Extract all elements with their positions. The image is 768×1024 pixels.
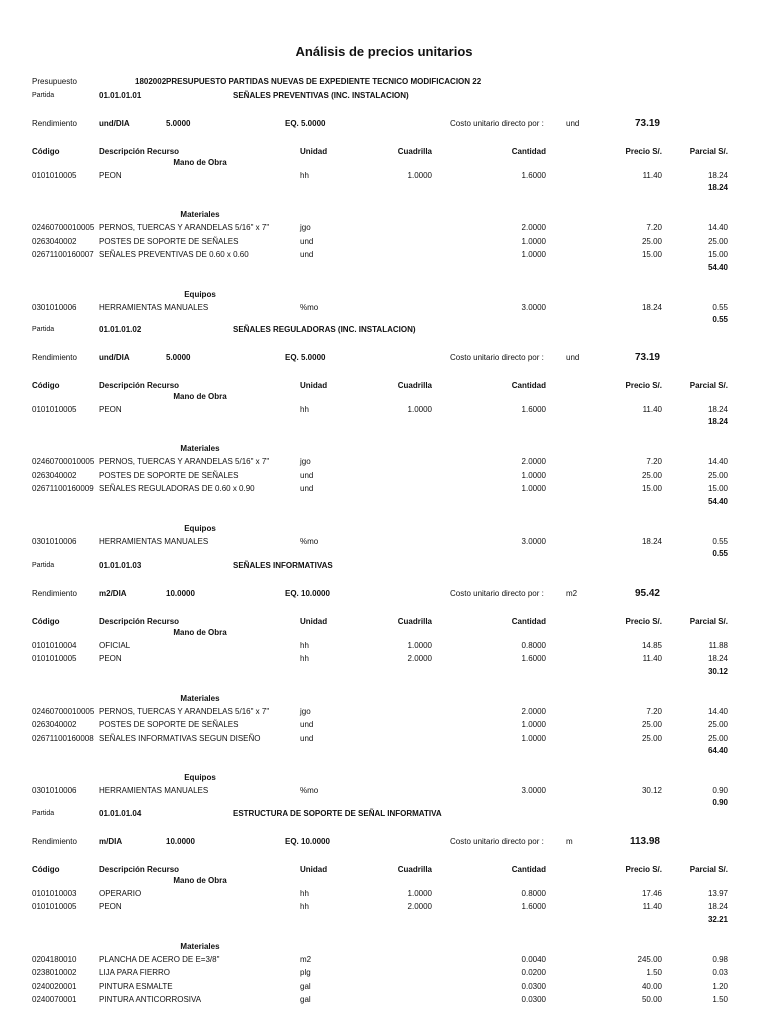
- item-code: 0204180010: [32, 954, 77, 964]
- item-code: 02671100160009: [32, 484, 94, 494]
- costo-label: Costo unitario directo por :: [450, 353, 544, 362]
- header-unidad: Unidad: [300, 381, 328, 390]
- group-title: [0, 523, 768, 535]
- item-description: LIJA PARA FIERRO: [99, 968, 170, 978]
- item-description: SEÑALES PREVENTIVAS DE 0.60 x 0.60: [99, 250, 249, 260]
- table-row: [0, 302, 768, 314]
- item-parcial: 1.50: [712, 995, 728, 1004]
- costo-unit: und: [566, 353, 580, 362]
- item-cuadrilla: 1.0000: [407, 889, 432, 898]
- page-title: Análisis de precios unitarios: [295, 44, 473, 59]
- rendimiento-row: [0, 588, 768, 600]
- group-title: [0, 157, 768, 169]
- item-parcial: 15.00: [707, 484, 728, 494]
- group-subtotal: [0, 262, 768, 274]
- item-precio: 30.12: [641, 786, 662, 795]
- header-cantidad: Cantidad: [511, 381, 546, 390]
- partida-code: 01.01.01.03: [99, 561, 142, 570]
- item-unit: %mo: [300, 302, 319, 312]
- costo-value: 73.19: [634, 352, 660, 363]
- item-precio: 7.20: [646, 223, 662, 233]
- item-code: 0101010005: [32, 654, 77, 664]
- item-parcial: 14.40: [707, 457, 728, 467]
- item-description: PERNOS, TUERCAS Y ARANDELAS 5/16" x 7": [99, 706, 270, 716]
- group-subtotal: [0, 548, 768, 560]
- item-cantidad: 1.0000: [521, 484, 546, 494]
- table-row: [0, 222, 768, 234]
- rendimiento-label: Rendimiento: [32, 353, 77, 362]
- table-row: [0, 981, 768, 993]
- item-description: PINTURA ESMALTE: [99, 981, 173, 991]
- item-unit: jgo: [300, 706, 311, 716]
- item-precio: 25.00: [641, 236, 662, 246]
- item-code: 02460700010005: [32, 706, 95, 716]
- item-description: PLANCHA DE ACERO DE E=3/8": [99, 954, 220, 964]
- equipment-value: EQ. 10.0000: [285, 589, 330, 598]
- group-title: [0, 391, 768, 403]
- item-description: PERNOS, TUERCAS Y ARANDELAS 5/16" x 7": [99, 223, 270, 233]
- item-precio: 50.00: [641, 995, 662, 1004]
- group-subtotal: [0, 496, 768, 508]
- item-cuadrilla: 1.0000: [407, 641, 432, 650]
- rendimiento-row: [0, 352, 768, 364]
- item-cantidad: 1.0000: [521, 236, 546, 246]
- group-title-text: Equipos: [184, 773, 216, 782]
- table-row: [0, 470, 768, 482]
- item-cantidad: 3.0000: [521, 786, 546, 795]
- rendimiento-row: [0, 118, 768, 130]
- item-parcial: 13.97: [707, 889, 728, 898]
- item-unit: jgo: [300, 457, 311, 467]
- rendimiento-value: 10.0000: [166, 589, 195, 598]
- presupuesto-code: 1802002: [135, 77, 167, 86]
- header-precio: Precio S/.: [625, 865, 662, 874]
- group-title: [0, 772, 768, 784]
- item-unit: gal: [300, 995, 311, 1004]
- item-cantidad: 1.6000: [521, 171, 546, 180]
- item-parcial: 0.98: [712, 954, 728, 964]
- item-cantidad: 3.0000: [521, 536, 546, 546]
- item-description: HERRAMIENTAS MANUALES: [99, 536, 209, 546]
- header-cantidad: Cantidad: [511, 147, 546, 156]
- item-precio: 18.24: [641, 302, 662, 312]
- item-unit: und: [300, 484, 314, 494]
- partida-name: SEÑALES PREVENTIVAS (INC. INSTALACION): [233, 91, 409, 100]
- item-precio: 11.40: [642, 171, 662, 180]
- group-subtotal: [0, 666, 768, 678]
- item-description: PEON: [99, 171, 122, 180]
- item-parcial: 15.00: [707, 250, 728, 260]
- subtotal-value: 0.90: [712, 798, 728, 808]
- header-parcial: Parcial S/.: [689, 381, 728, 390]
- table-row: [0, 901, 768, 913]
- item-parcial: 14.40: [707, 706, 728, 716]
- partida-label: Partida: [32, 562, 55, 569]
- header-unidad: Unidad: [300, 865, 328, 874]
- item-code: 0301010006: [32, 302, 77, 312]
- header-cuadrilla: Cuadrilla: [397, 865, 432, 874]
- table-row: [0, 170, 768, 182]
- item-code: 0101010003: [32, 889, 77, 898]
- item-precio: 25.00: [641, 720, 662, 730]
- item-description: OPERARIO: [99, 889, 142, 898]
- subtotal-value: 30.12: [707, 666, 728, 676]
- item-parcial: 25.00: [707, 470, 728, 480]
- table-row: [0, 483, 768, 495]
- item-code: 0101010005: [32, 405, 77, 414]
- partida-label: Partida: [32, 810, 55, 817]
- group-title-text: Materiales: [180, 210, 220, 220]
- item-cuadrilla: 1.0000: [407, 171, 432, 180]
- item-description: PERNOS, TUERCAS Y ARANDELAS 5/16" x 7": [99, 457, 270, 467]
- rendimiento-unit: und/DIA: [99, 119, 130, 128]
- rendimiento-unit: m/DIA: [99, 837, 123, 846]
- item-parcial: 18.24: [707, 902, 728, 912]
- header-descripcion: Descripción Recurso: [99, 381, 180, 390]
- item-description: POSTES DE SOPORTE DE SEÑALES: [99, 236, 239, 246]
- item-cantidad: 0.0200: [521, 968, 546, 978]
- item-cuadrilla: 1.0000: [407, 405, 432, 414]
- item-cantidad: 1.6000: [521, 405, 546, 414]
- item-description: POSTES DE SOPORTE DE SEÑALES: [99, 720, 239, 730]
- item-unit: plg: [300, 968, 311, 978]
- group-subtotal: [0, 416, 768, 428]
- header-cuadrilla: Cuadrilla: [397, 381, 432, 390]
- item-cantidad: 2.0000: [521, 457, 546, 467]
- item-code: 0301010006: [32, 536, 77, 546]
- group-title-text: Materiales: [180, 444, 220, 454]
- item-unit: und: [300, 720, 314, 730]
- item-parcial: 1.20: [712, 981, 728, 991]
- partida-header: [0, 808, 768, 820]
- item-description: PEON: [99, 405, 122, 414]
- item-unit: und: [300, 236, 314, 246]
- item-code: 02671100160007: [32, 250, 94, 260]
- partida-name: SEÑALES INFORMATIVAS: [233, 561, 333, 570]
- item-cantidad: 1.0000: [521, 470, 546, 480]
- item-code: 0240070001: [32, 995, 77, 1004]
- group-subtotal: [0, 745, 768, 757]
- item-cantidad: 3.0000: [521, 302, 546, 312]
- item-precio: 18.24: [641, 536, 662, 546]
- header-descripcion: Descripción Recurso: [99, 147, 180, 156]
- item-precio: 7.20: [646, 706, 662, 716]
- item-parcial: 14.40: [707, 223, 728, 233]
- item-cantidad: 1.0000: [521, 250, 546, 260]
- item-cuadrilla: 2.0000: [407, 654, 432, 664]
- item-unit: hh: [300, 641, 309, 650]
- item-unit: hh: [300, 405, 309, 414]
- item-description: PINTURA ANTICORROSIVA: [99, 995, 202, 1004]
- rendimiento-row: [0, 836, 768, 848]
- partida-label: Partida: [32, 326, 55, 333]
- subtotal-value: 32.21: [707, 914, 728, 924]
- group-title: [0, 209, 768, 221]
- group-title-text: Equipos: [184, 523, 216, 533]
- item-code: 0101010004: [32, 641, 77, 650]
- header-unidad: Unidad: [300, 617, 328, 626]
- table-row: [0, 640, 768, 652]
- group-title: [0, 627, 768, 639]
- item-parcial: 25.00: [707, 720, 728, 730]
- costo-value: 73.19: [634, 118, 660, 129]
- item-cantidad: 2.0000: [521, 706, 546, 716]
- rendimiento-label: Rendimiento: [32, 589, 77, 598]
- item-unit: hh: [300, 902, 309, 912]
- item-unit: m2: [300, 954, 312, 964]
- partida-code: 01.01.01.01: [99, 91, 142, 100]
- item-cantidad: 1.6000: [521, 654, 546, 664]
- item-parcial: 0.03: [712, 968, 728, 978]
- group-title: [0, 693, 768, 705]
- subtotal-value: 0.55: [712, 549, 728, 558]
- rendimiento-value: 5.0000: [166, 119, 191, 128]
- table-row: [0, 719, 768, 731]
- costo-value: 113.98: [629, 836, 660, 847]
- table-row: [0, 536, 768, 548]
- item-code: 02671100160008: [32, 733, 94, 743]
- item-code: 0263040002: [32, 470, 77, 480]
- equipment-value: EQ. 5.0000: [285, 353, 326, 362]
- costo-unit: und: [566, 119, 580, 128]
- table-row: [0, 733, 768, 745]
- costo-label: Costo unitario directo por :: [450, 119, 544, 128]
- item-precio: 17.46: [641, 889, 662, 898]
- group-title-text: Materiales: [180, 941, 220, 951]
- item-cantidad: 1.0000: [521, 733, 546, 743]
- item-description: PEON: [99, 654, 122, 664]
- item-code: 0101010005: [32, 171, 77, 180]
- costo-unit: m: [566, 837, 573, 846]
- presupuesto-name: PRESUPUESTO PARTIDAS NUEVAS DE EXPEDIENTE TECNICO MODIFICACION 22: [166, 77, 482, 86]
- item-cantidad: 1.6000: [521, 902, 546, 912]
- item-precio: 11.40: [642, 902, 662, 912]
- table-row: [0, 249, 768, 261]
- rendimiento-value: 10.0000: [166, 837, 195, 846]
- header-codigo: Código: [32, 617, 60, 626]
- presupuesto-row: [0, 76, 768, 88]
- item-precio: 7.20: [646, 457, 662, 467]
- table-row: [0, 888, 768, 900]
- item-parcial: 0.55: [712, 536, 728, 546]
- costo-label: Costo unitario directo por :: [450, 837, 544, 846]
- subtotal-value: 18.24: [707, 417, 728, 427]
- item-precio: 11.40: [642, 405, 662, 414]
- costo-label: Costo unitario directo por :: [450, 589, 544, 598]
- table-row: [0, 994, 768, 1006]
- header-descripcion: Descripción Recurso: [99, 617, 180, 626]
- item-parcial: 18.24: [707, 171, 728, 180]
- item-description: PEON: [99, 902, 122, 912]
- header-unidad: Unidad: [300, 147, 328, 156]
- header-descripcion: Descripción Recurso: [99, 865, 180, 874]
- group-title-text: Mano de Obra: [173, 158, 227, 167]
- group-title-text: Mano de Obra: [173, 392, 227, 401]
- item-code: 0240020001: [32, 981, 77, 991]
- header-cantidad: Cantidad: [511, 865, 546, 874]
- item-unit: hh: [300, 654, 309, 664]
- item-parcial: 25.00: [707, 236, 728, 246]
- item-code: 02460700010005: [32, 457, 95, 467]
- item-code: 0301010006: [32, 786, 77, 795]
- table-row: [0, 404, 768, 416]
- item-parcial: 0.55: [712, 302, 728, 312]
- item-description: SEÑALES INFORMATIVAS SEGUN DISEÑO: [99, 733, 261, 743]
- rendimiento-unit: m2/DIA: [99, 589, 127, 598]
- item-parcial: 0.90: [712, 786, 728, 795]
- partida-name: ESTRUCTURA DE SOPORTE DE SEÑAL INFORMATIVA: [233, 809, 442, 818]
- item-description: OFICIAL: [99, 641, 131, 650]
- group-title: [0, 875, 768, 887]
- item-unit: %mo: [300, 536, 319, 546]
- header-codigo: Código: [32, 147, 60, 156]
- group-title-text: Mano de Obra: [173, 876, 227, 885]
- item-parcial: 18.24: [707, 654, 728, 664]
- item-description: HERRAMIENTAS MANUALES: [99, 302, 209, 312]
- item-description: POSTES DE SOPORTE DE SEÑALES: [99, 470, 239, 480]
- group-title: [0, 443, 768, 455]
- item-parcial: 18.24: [707, 405, 728, 414]
- table-row: [0, 706, 768, 718]
- table-row: [0, 456, 768, 468]
- item-parcial: 11.88: [708, 641, 728, 650]
- subtotal-value: 54.40: [707, 496, 728, 506]
- item-unit: und: [300, 733, 314, 743]
- partida-header: [0, 90, 768, 102]
- group-title: [0, 289, 768, 301]
- subtotal-value: 18.24: [707, 183, 728, 193]
- rendimiento-label: Rendimiento: [32, 837, 77, 846]
- item-code: 0263040002: [32, 236, 77, 246]
- header-precio: Precio S/.: [625, 147, 662, 156]
- header-codigo: Código: [32, 381, 60, 390]
- equipment-value: EQ. 5.0000: [285, 119, 326, 128]
- table-row: [0, 236, 768, 248]
- item-precio: 11.40: [642, 654, 662, 664]
- header-cuadrilla: Cuadrilla: [397, 147, 432, 156]
- costo-value: 95.42: [634, 588, 660, 599]
- item-cantidad: 0.0300: [521, 995, 546, 1004]
- rendimiento-label: Rendimiento: [32, 119, 77, 128]
- item-parcial: 25.00: [707, 733, 728, 743]
- item-unit: gal: [300, 981, 311, 991]
- item-precio: 25.00: [641, 733, 662, 743]
- item-unit: und: [300, 250, 314, 260]
- group-subtotal: [0, 182, 768, 194]
- item-cantidad: 2.0000: [521, 223, 546, 233]
- item-code: 02460700010005: [32, 223, 95, 233]
- group-title-text: Equipos: [184, 289, 216, 299]
- presupuesto-label: Presupuesto: [32, 77, 77, 86]
- item-cantidad: 0.0040: [521, 954, 546, 964]
- partida-header: [0, 560, 768, 572]
- partida-label: Partida: [32, 92, 55, 99]
- rendimiento-unit: und/DIA: [99, 353, 130, 362]
- subtotal-value: 54.40: [707, 262, 728, 272]
- item-unit: hh: [300, 171, 309, 180]
- header-codigo: Código: [32, 865, 60, 874]
- header-parcial: Parcial S/.: [689, 147, 728, 156]
- header-cantidad: Cantidad: [511, 617, 546, 626]
- item-cantidad: 0.8000: [521, 889, 546, 898]
- item-precio: 40.00: [641, 981, 662, 991]
- item-precio: 245.00: [637, 954, 662, 964]
- item-precio: 14.85: [641, 641, 662, 650]
- table-row: [0, 967, 768, 979]
- item-code: 0263040002: [32, 720, 77, 730]
- item-cuadrilla: 2.0000: [407, 902, 432, 912]
- subtotal-value: 64.40: [707, 746, 728, 755]
- item-cantidad: 0.0300: [521, 981, 546, 991]
- partida-code: 01.01.01.02: [99, 325, 142, 334]
- item-precio: 1.50: [646, 968, 662, 978]
- group-subtotal: [0, 914, 768, 926]
- table-row: [0, 653, 768, 665]
- item-unit: hh: [300, 889, 309, 898]
- partida-code: 01.01.01.04: [99, 809, 142, 818]
- costo-unit: m2: [566, 589, 578, 598]
- equipment-value: EQ. 10.0000: [285, 837, 330, 846]
- item-precio: 15.00: [641, 250, 662, 260]
- item-precio: 25.00: [641, 470, 662, 480]
- item-description: HERRAMIENTAS MANUALES: [99, 786, 209, 795]
- header-precio: Precio S/.: [625, 381, 662, 390]
- item-description: SEÑALES REGULADORAS DE 0.60 x 0.90: [99, 484, 255, 494]
- rendimiento-value: 5.0000: [166, 353, 191, 362]
- item-cantidad: 1.0000: [521, 720, 546, 730]
- table-row: [0, 785, 768, 797]
- group-title: [0, 941, 768, 953]
- item-unit: %mo: [300, 786, 319, 795]
- table-row: [0, 954, 768, 966]
- partida-name: SEÑALES REGULADORAS (INC. INSTALACION): [233, 325, 416, 334]
- header-parcial: Parcial S/.: [689, 865, 728, 874]
- header-cuadrilla: Cuadrilla: [397, 617, 432, 626]
- header-parcial: Parcial S/.: [689, 617, 728, 626]
- item-precio: 15.00: [641, 484, 662, 494]
- group-title-text: Mano de Obra: [173, 628, 227, 637]
- group-title-text: Materiales: [180, 693, 220, 703]
- partida-header: [0, 324, 768, 336]
- item-code: 0101010005: [32, 902, 77, 912]
- subtotal-value: 0.55: [712, 315, 728, 324]
- item-code: 0238010002: [32, 968, 77, 978]
- item-unit: und: [300, 470, 314, 480]
- item-cantidad: 0.8000: [521, 641, 546, 650]
- item-unit: jgo: [300, 223, 311, 233]
- header-precio: Precio S/.: [625, 617, 662, 626]
